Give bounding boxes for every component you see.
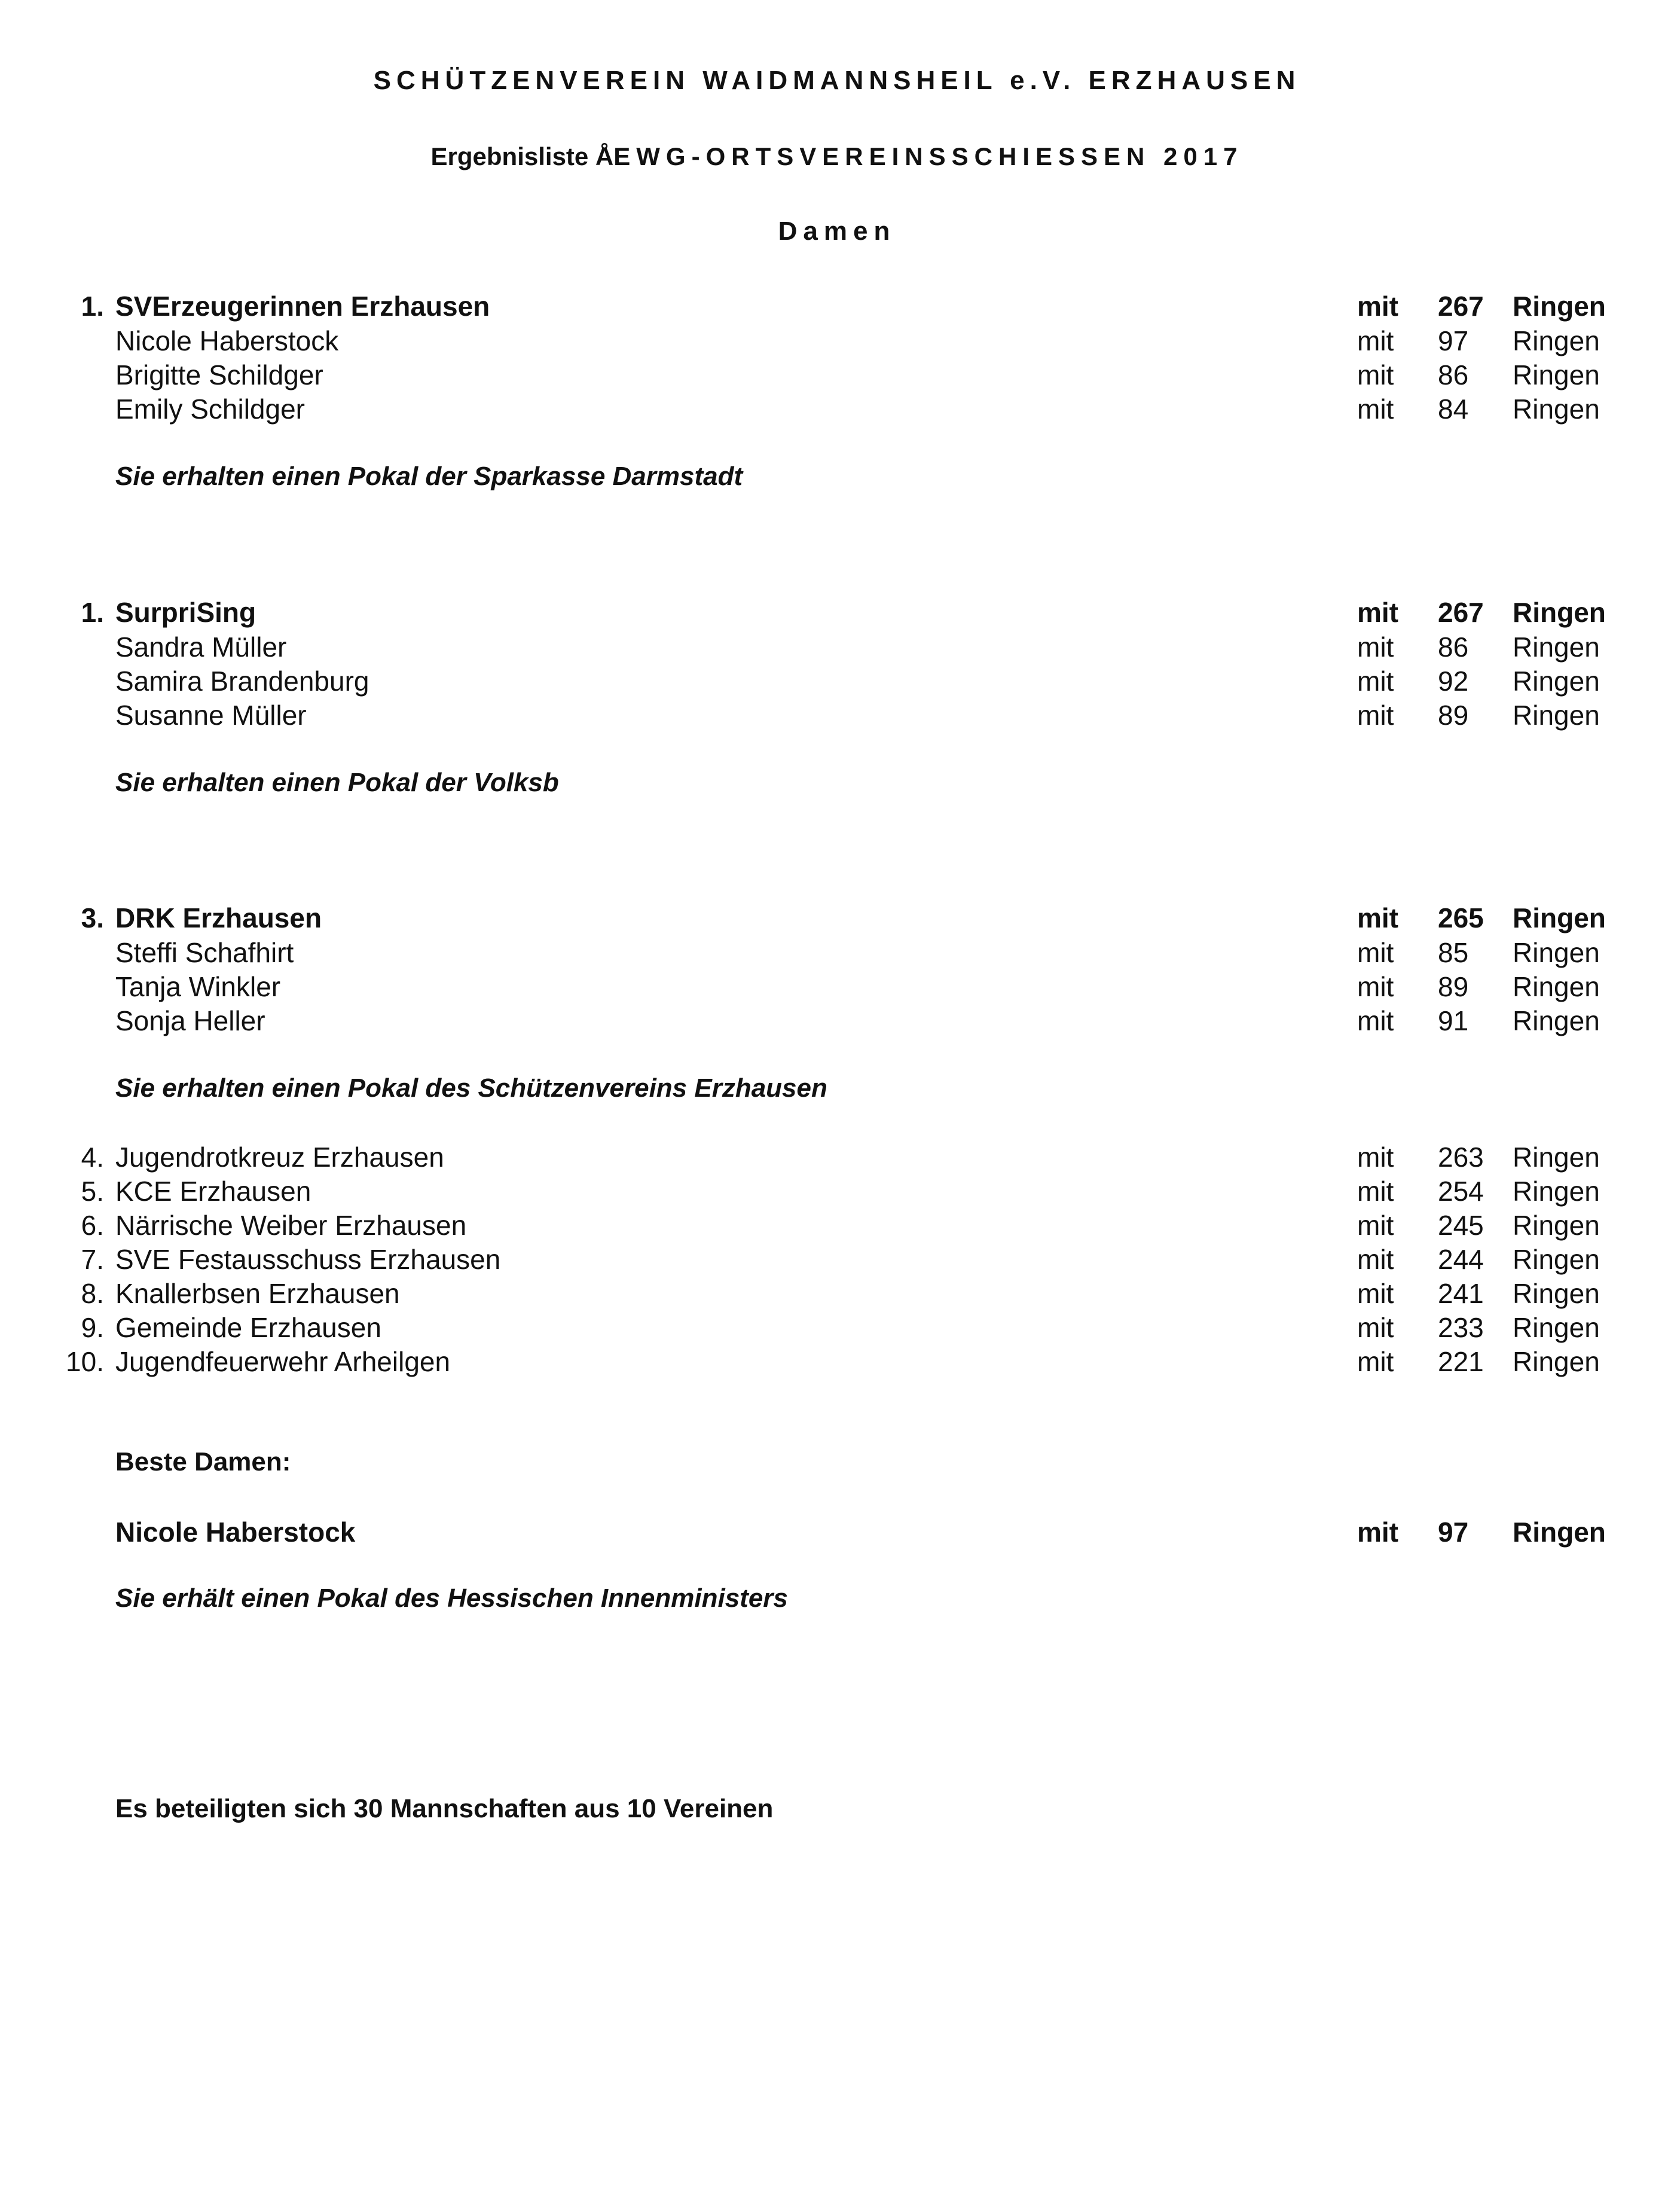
mit-label: mit (1357, 393, 1394, 425)
unit-label: Ringen (1513, 971, 1600, 1002)
ranking-rank: 6. (81, 1210, 104, 1241)
ranking-name: Närrische Weiber Erzhausen (115, 1210, 467, 1241)
award-note: Sie erhalten einen Pokal der Volksb (115, 768, 559, 797)
member-score: 86 (1438, 631, 1469, 663)
team-rank: 3. (81, 902, 104, 933)
mit-label: mit (1357, 597, 1398, 628)
mit-label: mit (1357, 902, 1398, 933)
best-row (0, 1516, 1674, 1552)
ranking-name: Knallerbsen Erzhausen (115, 1278, 400, 1309)
award-note: Sie erhält einen Pokal des Hessischen Innenministers (115, 1584, 788, 1613)
ranking-row (0, 1243, 1674, 1279)
ranking-rank: 10. (66, 1346, 104, 1377)
ranking-score: 245 (1438, 1210, 1484, 1241)
team-score: 265 (1438, 902, 1484, 933)
unit-label: Ringen (1513, 597, 1606, 628)
ranking-score: 244 (1438, 1244, 1484, 1275)
mit-label: mit (1357, 700, 1394, 731)
club-title: SCHÜTZENVEREIN WAIDMANNSHEIL e.V. ERZHAUSEN (373, 66, 1301, 95)
member-row (0, 665, 1674, 701)
list-title-event: EWG-ORTSVEREINSSCHIESSEN 2017 (613, 142, 1244, 170)
unit-label: Ringen (1513, 1346, 1600, 1377)
member-name: Sandra Müller (115, 631, 287, 663)
member-name: Brigitte Schildger (115, 359, 323, 390)
mit-label: mit (1357, 1005, 1394, 1036)
ranking-row (0, 1345, 1674, 1381)
team-name: DRK Erzhausen (115, 902, 322, 933)
ranking-row (0, 1311, 1674, 1347)
mit-label: mit (1357, 1142, 1394, 1173)
ranking-row (0, 1175, 1674, 1211)
member-row (0, 971, 1674, 1006)
unit-label: Ringen (1513, 666, 1600, 697)
unit-label: Ringen (1513, 291, 1606, 322)
team-row (0, 596, 1674, 632)
mit-label: mit (1357, 325, 1394, 356)
best-heading: Beste Damen: (115, 1447, 291, 1476)
unit-label: Ringen (1513, 1517, 1606, 1548)
team-name: SVErzeugerinnen Erzhausen (115, 291, 490, 322)
member-name: Nicole Haberstock (115, 325, 339, 356)
best-score: 97 (1438, 1517, 1469, 1548)
member-score: 84 (1438, 393, 1469, 425)
team-row (0, 902, 1674, 938)
ranking-score: 233 (1438, 1312, 1484, 1343)
team-rank: 1. (81, 597, 104, 628)
member-row (0, 631, 1674, 667)
unit-label: Ringen (1513, 700, 1600, 731)
unit-label: Ringen (1513, 937, 1600, 968)
ranking-score: 263 (1438, 1142, 1484, 1173)
unit-label: Ringen (1513, 325, 1600, 356)
member-row (0, 359, 1674, 395)
member-score: 89 (1438, 971, 1469, 1002)
list-title-prefix: Ergebnisliste Å (430, 142, 614, 170)
award-note: Sie erhalten einen Pokal der Sparkasse Darmstadt (115, 462, 743, 491)
team-score: 267 (1438, 597, 1484, 628)
unit-label: Ringen (1513, 1210, 1600, 1241)
team-rank: 1. (81, 291, 104, 322)
mit-label: mit (1357, 291, 1398, 322)
unit-label: Ringen (1513, 1176, 1600, 1207)
mit-label: mit (1357, 1517, 1398, 1548)
member-name: Samira Brandenburg (115, 666, 369, 697)
member-score: 85 (1438, 937, 1469, 968)
member-score: 89 (1438, 700, 1469, 731)
member-name: Emily Schildger (115, 393, 305, 425)
ranking-score: 241 (1438, 1278, 1484, 1309)
best-name: Nicole Haberstock (115, 1517, 356, 1548)
ranking-row (0, 1209, 1674, 1245)
mit-label: mit (1357, 1312, 1394, 1343)
ranking-score: 221 (1438, 1346, 1484, 1377)
mit-label: mit (1357, 937, 1394, 968)
unit-label: Ringen (1513, 1142, 1600, 1173)
unit-label: Ringen (1513, 1312, 1600, 1343)
member-score: 97 (1438, 325, 1469, 356)
member-score: 86 (1438, 359, 1469, 390)
ranking-row (0, 1277, 1674, 1313)
unit-label: Ringen (1513, 1278, 1600, 1309)
ranking-score: 254 (1438, 1176, 1484, 1207)
ranking-rank: 5. (81, 1176, 104, 1207)
unit-label: Ringen (1513, 1005, 1600, 1036)
mit-label: mit (1357, 359, 1394, 390)
ranking-rank: 8. (81, 1278, 104, 1309)
member-name: Sonja Heller (115, 1005, 265, 1036)
member-score: 92 (1438, 666, 1469, 697)
unit-label: Ringen (1513, 359, 1600, 390)
mit-label: mit (1357, 971, 1394, 1002)
unit-label: Ringen (1513, 1244, 1600, 1275)
ranking-name: Jugendfeuerwehr Arheilgen (115, 1346, 451, 1377)
mit-label: mit (1357, 1278, 1394, 1309)
ranking-rank: 4. (81, 1142, 104, 1173)
team-name: SurpriSing (115, 597, 256, 628)
mit-label: mit (1357, 1346, 1394, 1377)
member-row (0, 393, 1674, 429)
award-note: Sie erhalten einen Pokal des Schützenvereins Erzhausen (115, 1073, 827, 1103)
mit-label: mit (1357, 631, 1394, 663)
mit-label: mit (1357, 666, 1394, 697)
unit-label: Ringen (1513, 902, 1606, 933)
mit-label: mit (1357, 1210, 1394, 1241)
member-name: Susanne Müller (115, 700, 307, 731)
member-row (0, 699, 1674, 735)
ranking-name: KCE Erzhausen (115, 1176, 311, 1207)
ranking-name: Gemeinde Erzhausen (115, 1312, 381, 1343)
member-row (0, 1005, 1674, 1041)
ranking-row (0, 1141, 1674, 1177)
participation-summary: Es beteiligten sich 30 Mannschaften aus 10 Vereinen (115, 1794, 774, 1823)
category-title: Damen (778, 216, 896, 246)
ranking-rank: 9. (81, 1312, 104, 1343)
member-row (0, 936, 1674, 972)
unit-label: Ringen (1513, 631, 1600, 663)
team-score: 267 (1438, 291, 1484, 322)
ranking-name: SVE Festausschuss Erzhausen (115, 1244, 501, 1275)
unit-label: Ringen (1513, 393, 1600, 425)
member-score: 91 (1438, 1005, 1469, 1036)
list-title (0, 142, 1674, 171)
mit-label: mit (1357, 1176, 1394, 1207)
member-name: Tanja Winkler (115, 971, 281, 1002)
team-row (0, 290, 1674, 326)
ranking-name: Jugendrotkreuz Erzhausen (115, 1142, 444, 1173)
ranking-rank: 7. (81, 1244, 104, 1275)
member-row (0, 325, 1674, 361)
mit-label: mit (1357, 1244, 1394, 1275)
member-name: Steffi Schafhirt (115, 937, 294, 968)
